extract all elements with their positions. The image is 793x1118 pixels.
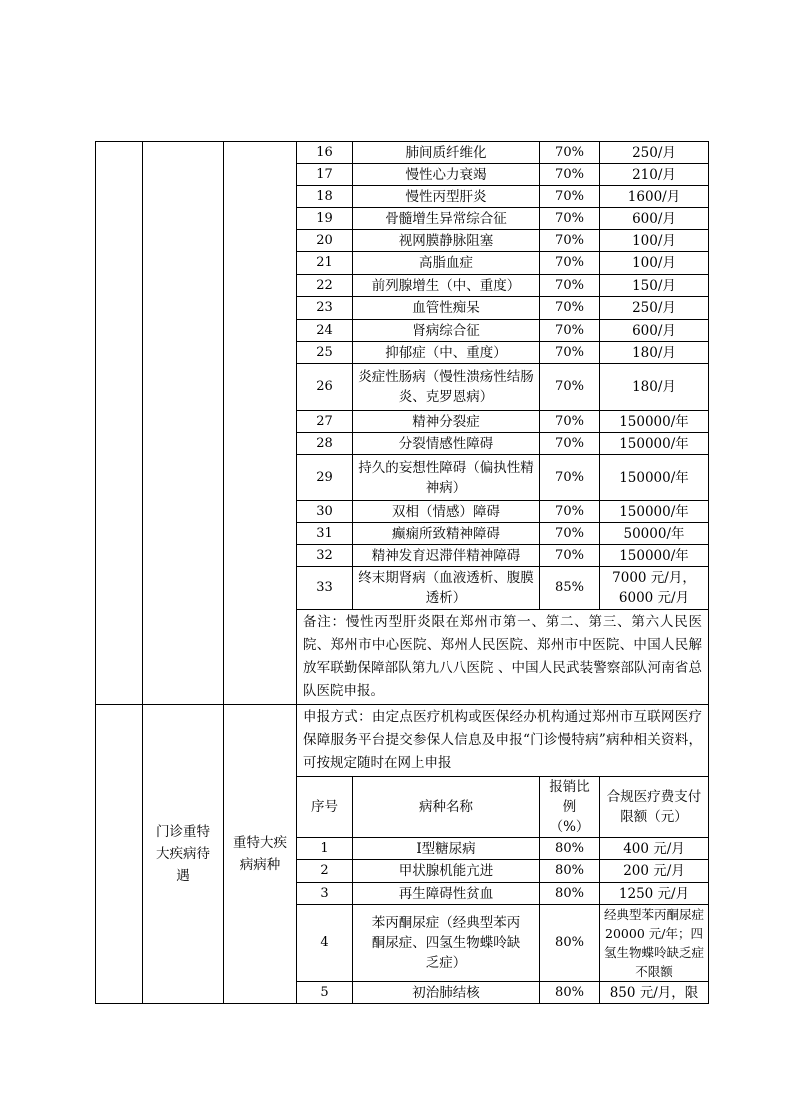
benefit-table (95, 141, 709, 1004)
row-number: 23 (297, 297, 353, 320)
disease-name: 肾病综合征 (353, 320, 540, 342)
payment-limit: 100/月 (600, 252, 709, 275)
payment-limit: 150000/年 (600, 501, 709, 523)
reimbursement-ratio: 80% (540, 860, 600, 883)
row-number: 27 (297, 411, 353, 433)
reimbursement-ratio: 70% (540, 208, 600, 230)
row-number: 19 (297, 208, 353, 230)
disease-name: 高脂血症 (353, 252, 540, 275)
reimbursement-ratio: 70% (540, 364, 600, 411)
disease-name: 慢性丙型肝炎 (353, 186, 540, 208)
row-number: 5 (297, 982, 353, 1004)
row-number: 4 (297, 905, 353, 982)
disease-name: 炎症性肠病（慢性溃疡性结肠炎、克罗恩病） (353, 364, 540, 411)
row-number: 3 (297, 883, 353, 905)
payment-limit: 150000/年 (600, 433, 709, 455)
payment-limit: 600/月 (600, 208, 709, 230)
row-number: 24 (297, 320, 353, 342)
payment-limit: 600/月 (600, 320, 709, 342)
payment-limit: 180/月 (600, 342, 709, 364)
reimbursement-ratio: 80% (540, 838, 600, 860)
row-number: 31 (297, 523, 353, 545)
payment-limit: 180/月 (600, 364, 709, 411)
row-number: 16 (297, 142, 353, 164)
row-number: 30 (297, 501, 353, 523)
reimbursement-ratio: 70% (540, 275, 600, 297)
disease-name: 分裂情感性障碍 (353, 433, 540, 455)
header-number: 序号 (297, 777, 353, 838)
row-number: 18 (297, 186, 353, 208)
apply-row (96, 705, 709, 777)
disease-name: 肺间质纤维化 (353, 142, 540, 164)
row-number: 28 (297, 433, 353, 455)
sub-category: 重特大疾病病种 (224, 705, 297, 1004)
disease-name: 精神发育迟滞伴精神障碍 (353, 545, 540, 567)
reimbursement-ratio: 70% (540, 320, 600, 342)
disease-name: 甲状腺机能亢进 (353, 860, 540, 883)
row-number: 20 (297, 230, 353, 252)
row-number: 25 (297, 342, 353, 364)
row-number: 1 (297, 838, 353, 860)
reimbursement-ratio: 70% (540, 342, 600, 364)
disease-name: 终末期肾病（血液透析、腹膜透析） (353, 567, 540, 610)
payment-limit: 150000/年 (600, 545, 709, 567)
reimbursement-ratio: 80% (540, 883, 600, 905)
reimbursement-ratio: 70% (540, 501, 600, 523)
disease-name: 苯丙酮尿症（经典型苯丙酮尿症、四氢生物蝶呤缺乏症） (353, 905, 540, 982)
row-number: 2 (297, 860, 353, 883)
reimbursement-ratio: 85% (540, 567, 600, 610)
disease-name: 持久的妄想性障碍（偏执性精神病） (353, 455, 540, 501)
table-row (96, 142, 709, 164)
blank-cell-c (224, 142, 297, 705)
payment-limit: 50000/年 (600, 523, 709, 545)
reimbursement-ratio: 80% (540, 982, 600, 1004)
payment-limit: 100/月 (600, 230, 709, 252)
reimbursement-ratio: 70% (540, 455, 600, 501)
disease-name: 癫痫所致精神障碍 (353, 523, 540, 545)
disease-name: 前列腺增生（中、重度） (353, 275, 540, 297)
reimbursement-ratio: 70% (540, 252, 600, 275)
row-number: 32 (297, 545, 353, 567)
payment-limit: 150/月 (600, 275, 709, 297)
reimbursement-ratio: 70% (540, 523, 600, 545)
reimbursement-ratio: 70% (540, 142, 600, 164)
disease-name: 骨髓增生异常综合征 (353, 208, 540, 230)
disease-name: 抑郁症（中、重度） (353, 342, 540, 364)
disease-name: 血管性痴呆 (353, 297, 540, 320)
payment-limit: 1600/月 (600, 186, 709, 208)
blank-cell-d (96, 705, 143, 1004)
payment-limit: 400 元/月 (600, 838, 709, 860)
payment-limit: 850 元/月，限 (600, 982, 709, 1004)
header-disease-name: 病种名称 (353, 777, 540, 838)
left-category: 门诊重特大疾病待遇 (143, 705, 224, 1004)
payment-limit: 150000/年 (600, 411, 709, 433)
reimbursement-ratio: 70% (540, 230, 600, 252)
row-number: 21 (297, 252, 353, 275)
reimbursement-ratio: 80% (540, 905, 600, 982)
payment-limit: 1250 元/月 (600, 883, 709, 905)
disease-name: 初治肺结核 (353, 982, 540, 1004)
reimbursement-ratio: 70% (540, 411, 600, 433)
row-number: 29 (297, 455, 353, 501)
row-number: 33 (297, 567, 353, 610)
payment-limit: 250/月 (600, 297, 709, 320)
row-number: 26 (297, 364, 353, 411)
disease-name: 双相（情感）障碍 (353, 501, 540, 523)
disease-name: Ⅰ型糖尿病 (353, 838, 540, 860)
reimbursement-ratio: 70% (540, 186, 600, 208)
header-limit: 合规医疗费支付限额（元） (600, 777, 709, 838)
apply-method-text: 申报方式：由定点医疗机构或医保经办机构通过郑州市互联网医疗保障服务平台提交参保人信息及申报“门诊慢特病”病种相关资料，可按规定随时在网上申报 (297, 705, 709, 777)
reimbursement-ratio: 70% (540, 545, 600, 567)
payment-limit: 7000 元/月，6000 元/月 (600, 567, 709, 610)
reimbursement-ratio: 70% (540, 164, 600, 186)
blank-cell-b (143, 142, 224, 705)
payment-limit: 250/月 (600, 142, 709, 164)
blank-cell-a (96, 142, 143, 705)
disease-name: 视网膜静脉阻塞 (353, 230, 540, 252)
header-ratio: 报销比例（%） (540, 777, 600, 838)
payment-limit: 210/月 (600, 164, 709, 186)
disease-name: 慢性心力衰竭 (353, 164, 540, 186)
disease-name: 精神分裂症 (353, 411, 540, 433)
row-number: 22 (297, 275, 353, 297)
reimbursement-ratio: 70% (540, 297, 600, 320)
payment-limit: 经典型苯丙酮尿症 20000 元/年；四氢生物蝶呤缺乏症不限额 (600, 905, 709, 982)
payment-limit: 200 元/月 (600, 860, 709, 883)
row-number: 17 (297, 164, 353, 186)
disease-name: 再生障碍性贫血 (353, 883, 540, 905)
reimbursement-ratio: 70% (540, 433, 600, 455)
note-text: 备注：慢性丙型肝炎限在郑州市第一、第二、第三、第六人民医院、郑州市中心医院、郑州人民医院、郑州市中医院、中国人民解放军联勤保障部队第九八八医院 、中国人民武装警察部队河南省总队医院申报。 (297, 610, 709, 705)
payment-limit: 150000/年 (600, 455, 709, 501)
